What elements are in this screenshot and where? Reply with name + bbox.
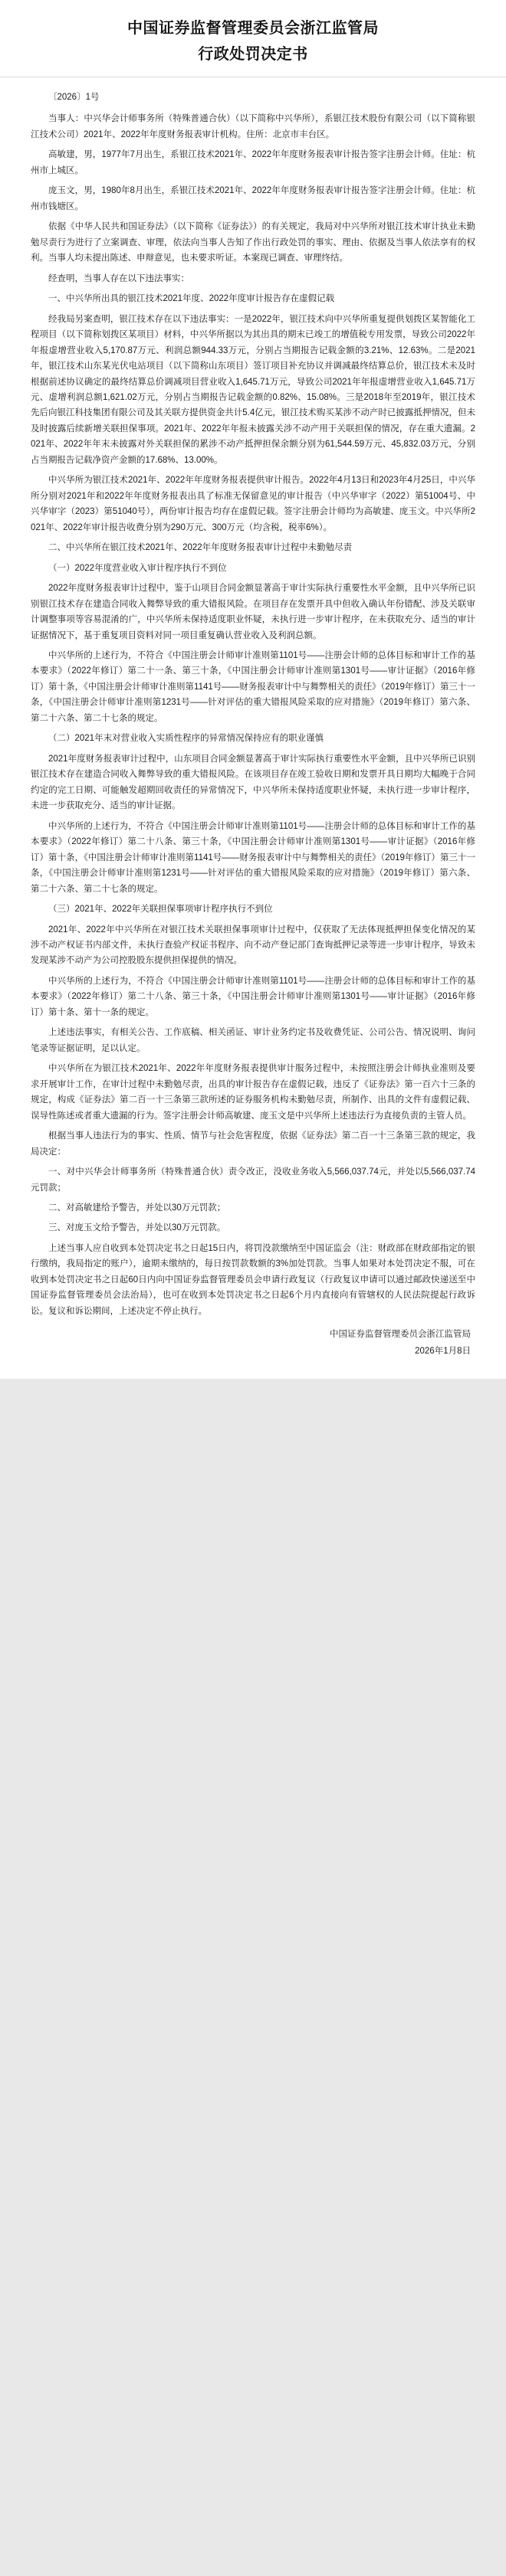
paragraph-related-guarantee: 2021年、2022年中兴华所在对银江技术关联担保事项审计过程中，仅获取了无法体现抵押担保变化情况的某涉不动产权证书内部文件，未执行查验产权证书程序、向不动产登记部门查询抵押记录等进一步审计程序，导致未发现某涉不动产为公司控股股东提供担保提供的情况。: [31, 925, 475, 966]
decision-item-2: 二、对高敏建给予警告，并处以30万元罚款；: [48, 1203, 226, 1213]
document-header: [0, 0, 506, 77]
signature-block: [31, 1327, 475, 1360]
paragraph-revenue-2021: 2021年度财务报表审计过程中，山东项目合同金额显著高于审计实际执行重要性水平金额，且中兴华所已识别银江技术存在建造合同收入舞弊导致的重大错报风险。在该项目存在竣工验收日期和发票开具日期均大幅晚于合同约定的完工日期、可能触发超期回收责任的异常情况下，中兴华所未保持适度职业怀疑，未执行进一步审计程序，未进一步获取充分、适当的审计证据。: [31, 754, 475, 811]
section-two-heading: 二、中兴华所在银江技术2021年、2022年年度财务报表审计过程中未勤勉尽责: [48, 543, 353, 553]
paragraph-violation-standards-1: 中兴华所的上述行为，不符合《中国注册会计师审计准则第1101号——注册会计师的总体目标和审计工作的基本要求》（2022年修订）第二十一条、第三十条，《中国注册会计师审计准则第1301号——审计证据》（2016年修订）第十条，《中国注册会计师审计准则第1141号——财务报表审计中与舞弊相关的责任》（2019年修订）第三十一条，《中国注册会计师审计准则第1231号——针对评估的重大错报风险采取的应对措施》（2019年修订）第六条、第二十六条、第二十七条的规定。: [31, 651, 475, 723]
page-subtitle: 行政处罚决定书: [198, 46, 308, 63]
page-title: 中国证券监督管理委员会浙江监管局: [127, 20, 379, 37]
paragraph-violation-standards-3: 中兴华所的上述行为，不符合《中国注册会计师审计准则第1101号——注册会计师的总体目标和审计工作的基本要求》（2022年修订）第二十八条、第三十条，《中国注册会计师审计准则第1301号——审计证据》（2016年修订）第十条、第十一条的规定。: [31, 976, 475, 1017]
paragraph-party-pang: 庞玉文，男，1980年8月出生，系银江技术2021年、2022年年度财务报表审计报告签字注册会计师。住址：杭州市钱塘区。: [31, 186, 475, 211]
subsection-one-heading: （一）2022年度营业收入审计程序执行不到位: [48, 563, 227, 573]
paragraph-audit-reports: 中兴华所为银江技术2021年、2022年年度财务报表提供审计报告。2022年4月13日和2023年4月25日，中兴华所分别对2021年和2022年年度财务报表出具了标准无保留意见的审计报告（中兴华审字（2022）第51004号、中兴华审字（2023）第51040号），两份审计报告均存在虚假记载。签字注册会计师均为高敏建、庞玉文。中兴华所2021年、2022年审计报告收费分别为290万元、300万元（均含税，税率6%）。: [31, 476, 475, 532]
paragraph-false-record-details: 经我局另案查明，银江技术存在以下违法事实：一是2022年，银江技术向中兴华所重复提供划拨区某智能化工程项目（以下简称划拨区某项目）材料，中兴华所据以为其出具的期末已竣工的增值税专用发票，导致公司2022年年报虚增营业收入5,170.87万元、利润总额944.33万元，分别占当期报告记载金额的3.21%、12.63%。二是2021年，银江技术山东某光伏电站项目（以下简称山东项目）签订项目补充协议并调减最终结算总价，银江技术未及时根据前述协议确定的最终结算总价调减项目营业收入1,645.71万元，导致公司2021年年报虚增营业收入1,645.71万元、虚增利润总额1,621.02万元，分别占当期报告记载金额的0.82%、15.08%。三是2018年至2019年，银江技术先后向银江科技集团有限公司及其关联方提供资金共计5.4亿元，银江技术购买某涉不动产时已披露抵押情况，但未及时披露后续新增关联担保事项。2021年、2022年年报未披露关涉不动产用于关联担保的情况，存在重大遗漏。2021年、2022年年末未披露对外关联担保的累涉不动产抵押担保余额分别为61,544.59万元、45,832.03万元，分别占当期报告记载净资产金额的17.68%、13.00%。: [31, 314, 475, 465]
paragraph-decision-intro: 根据当事人违法行为的事实、性质、情节与社会危害程度，依据《证券法》第二百一十三条第三款的规定，我局决定：: [31, 1131, 475, 1157]
paragraph-revenue-2022: 2022年度财务报表审计过程中，鉴于山项目合同金额显著高于审计实际执行重要性水平金额，且中兴华所已识别银江技术存在建造合同收入舞弊导致的重大错报风险。在项目存在发票开具中但收入确认年份错配、涉及关联审计调整事项等容易混淆的广，中兴华所未保持适度职业怀疑，未执行进一步审计程序，在未获取充分、适当的审计证据情况下，基于重复项目资料对同一项目重复确认营业收入及利润总额。: [31, 584, 475, 640]
document-body: [0, 77, 506, 1360]
signature-organization: 中国证券监督管理委员会浙江监管局: [330, 1330, 471, 1340]
subsection-three-heading: （三）2021年、2022年关联担保事项审计程序执行不到位: [48, 905, 273, 915]
paragraph-party-gao: 高敏建，男，1977年7月出生，系银江技术2021年、2022年年度财务报表审计报告签字注册会计师。住址：杭州市上城区。: [31, 150, 475, 175]
section-one-heading: 一、中兴华所出具的银江技术2021年度、2022年度审计报告存在虚假记载: [48, 294, 335, 304]
paragraph-conclusion: 中兴华所在为银江技术2021年、2022年年度财务报表提供审计服务过程中，未按照注册会计师执业准则及要求开展审计工作，在审计过程中未勤勉尽责，出具的审计报告存在虚假记载，违反了《证券法》第一百六十三条的规定，构成《证券法》第二百一十三条第三款所述的证券服务机构未勤勉尽责，所制作、出具的文件有虚假记载、误导性陈述或者重大遗漏的行为。签字注册会计师高敏建、庞玉文是中兴华所上述违法行为直接负责的主管人员。: [31, 1064, 475, 1121]
paragraph-appeal-rights: 上述当事人应自收到本处罚决定书之日起15日内，将罚没款缴纳至中国证监会（注：财政部在财政部指定的银行缴纳，我局指定的账户），逾期未缴纳的，每日按罚款数额的3%加处罚款。当事人如果对本处罚决定不服，可在收到本处罚决定书之日起60日内向中国证券监督管理委员会申请行政复议（行政复议申请可以通过邮政快递送至中国证券监督管理委员会法治局），也可在收到本处罚决定书之日起6个月内直接向有管辖权的人民法院提起行政诉讼。复议和诉讼期间，上述决定不停止执行。: [31, 1243, 475, 1316]
paragraph-findings-intro: 经查明，当事人存在以下违法事实：: [48, 273, 189, 283]
document-number: 〔2026〕1号: [48, 93, 100, 102]
decision-item-1: 一、对中兴华会计师事务所（特殊普通合伙）责令改正，没收业务收入5,566,037.74元，并处以5,566,037.74元罚款；: [31, 1167, 475, 1193]
signature-date: 2026年1月8日: [415, 1347, 471, 1357]
subsection-two-heading: （二）2021年末对营业收入实质性程序的异常情况保持应有的职业谨慎: [48, 734, 324, 744]
paragraph-violation-standards-2: 中兴华所的上述行为，不符合《中国注册会计师审计准则第1101号——注册会计师的总体目标和审计工作的基本要求》（2022年修订）第二十八条、第三十条，《中国注册会计师审计准则第1301号——审计证据》（2016年修订）第十条，《中国注册会计师审计准则第1141号——财务报表审计中与舞弊相关的责任》（2019年修订）第三十一条，《中国注册会计师审计准则第1231号——针对评估的重大错报风险采取的应对措施》（2019年修订）第六条、第二十六条、第二十七条的规定。: [31, 821, 475, 894]
decision-item-3: 三、对庞玉文给予警告，并处以30万元罚款。: [48, 1223, 226, 1233]
paragraph-party-firm: 当事人：中兴华会计师事务所（特殊普通合伙）（以下简称中兴华所），系银江技术股份有限公司（以下简称银江技术公司）2021年、2022年年度财务报表审计机构。住所：北京市丰台区。: [31, 114, 475, 139]
paragraph-evidence: 上述违法事实，有相关公告、工作底稿、相关函证、审计业务约定书及收费凭证、公司公告、情况说明、询问笔录等证据证明，足以认定。: [31, 1028, 475, 1053]
paragraph-legal-basis: 依据《中华人民共和国证券法》（以下简称《证券法》）的有关规定，我局对中兴华所对银江技术审计执业未勤勉尽责行为进行了立案调查、审理，依法向当事人告知了作出行政处罚的事实、理由、依据及当事人依法享有的权利。当事人均未提出陈述、申辩意见，也未要求听证。本案现已调查、审理终结。: [31, 222, 475, 263]
